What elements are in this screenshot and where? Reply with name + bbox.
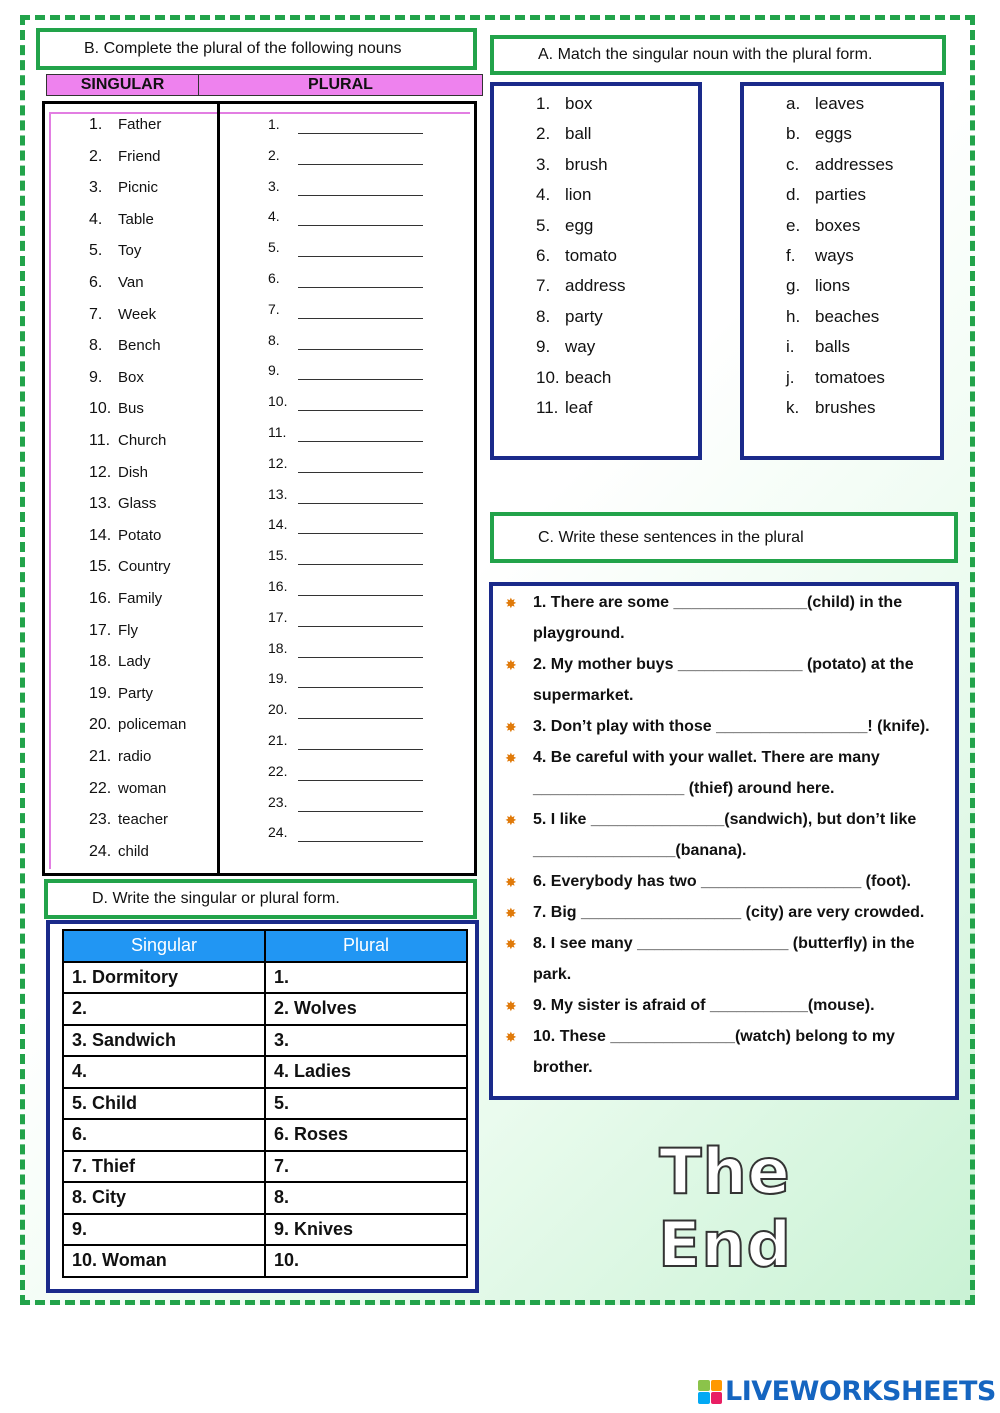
item-number: 4. (536, 185, 551, 205)
item-word: child (118, 842, 149, 860)
item-number: 13. (268, 485, 288, 502)
sentence-line: _________________ (thief) around here. (533, 780, 835, 797)
plural-answer-blank[interactable] (298, 490, 423, 504)
item-word: teacher (118, 811, 169, 829)
item-number: 6. (268, 270, 280, 286)
item-word: Table (118, 210, 154, 228)
item-number: 19. (268, 670, 288, 687)
singular-cell[interactable]: 8. City (63, 1182, 265, 1214)
sentence-line: 1. There are some _______________(child) in the (533, 594, 903, 611)
match-plural-item (786, 307, 879, 327)
singular-noun-item (89, 843, 149, 861)
plural-answer-blank[interactable] (298, 613, 423, 627)
match-singular-item (536, 276, 625, 296)
plural-answer-item (268, 116, 423, 132)
plural-answer-blank[interactable] (298, 582, 423, 596)
match-plural-item (786, 94, 864, 114)
item-number: 1. (536, 94, 551, 113)
section-b-title (36, 28, 477, 70)
item-word: radio (118, 748, 152, 765)
plural-answer-blank[interactable] (298, 798, 423, 812)
plural-cell[interactable]: 3. (265, 1025, 467, 1057)
item-number: 2. (268, 146, 280, 163)
item-number: 23. (89, 811, 112, 829)
sentence-line: 2. My mother buys ______________ (potato) at the (533, 656, 914, 673)
match-singular-item (536, 94, 592, 114)
logo-mark-icon (698, 1380, 722, 1404)
item-word: beaches (815, 306, 880, 326)
item-number: 1. (268, 116, 280, 132)
singular-cell[interactable]: 9. (63, 1214, 265, 1246)
item-number: 6. (89, 274, 103, 291)
singular-cell[interactable]: 3. Sandwich (63, 1025, 265, 1057)
match-singular-item (536, 398, 592, 418)
item-number: 7. (536, 276, 551, 296)
item-word: policeman (118, 716, 187, 734)
plural-answer-blank[interactable] (298, 520, 423, 534)
item-number: 19. (89, 684, 112, 702)
item-number: 5. (89, 242, 103, 260)
item-word: Glass (118, 495, 157, 513)
plural-answer-item (268, 547, 423, 563)
item-number: 11. (89, 432, 111, 449)
item-word: ball (565, 124, 592, 144)
item-word: leaf (565, 398, 593, 417)
match-singular-item (536, 337, 595, 357)
item-number: 13. (89, 495, 112, 513)
table-row (63, 1025, 467, 1057)
plural-answer-item (268, 640, 423, 656)
item-number: 21. (268, 732, 288, 748)
sentence-line: 5. I like _______________(sandwich), but don’t like (533, 811, 917, 828)
plural-answer-item (268, 486, 423, 502)
match-singular-item (536, 307, 603, 327)
plural-answer-item (268, 239, 423, 255)
table-row (63, 1151, 467, 1183)
match-plural-item (786, 216, 860, 236)
plural-answer-item (268, 824, 423, 840)
singular-noun-item (89, 211, 154, 229)
plural-answer-item (268, 516, 423, 532)
plural-cell[interactable]: 7. (265, 1151, 467, 1183)
item-word: address (565, 276, 626, 296)
plural-answer-blank[interactable] (298, 705, 423, 719)
item-word: tomato (565, 246, 617, 265)
item-number: 10. (89, 400, 112, 418)
item-number: 3. (536, 154, 551, 174)
item-number: 22. (89, 779, 112, 797)
item-number: 14. (89, 526, 112, 544)
plural-answer-item (268, 701, 423, 717)
singular-noun-item (89, 653, 151, 671)
singular-noun-item (89, 464, 148, 482)
plural-answer-blank[interactable] (298, 428, 423, 442)
item-number: 20. (268, 701, 288, 718)
item-word: Country (118, 558, 171, 576)
table-row (63, 1119, 467, 1151)
table-row (63, 993, 467, 1025)
item-word: beach (565, 367, 612, 387)
item-number: 15. (268, 547, 288, 564)
match-singular-item (536, 124, 591, 144)
singular-noun-item (89, 274, 144, 292)
sentence-line: brother. (533, 1059, 593, 1076)
table-row (63, 1182, 467, 1214)
item-number: c. (786, 154, 800, 174)
sun-bullet-icon: ✸ (505, 998, 517, 1014)
the-end-text: The End (658, 1135, 792, 1281)
singular-header: SINGULAR (47, 75, 199, 95)
item-number: 10. (268, 393, 288, 410)
item-word: Friend (118, 147, 161, 165)
plural-answer-blank[interactable] (298, 736, 423, 750)
item-word: balls (815, 337, 850, 357)
singular-noun-item (89, 400, 144, 418)
item-number: 24. (89, 842, 112, 860)
item-number: h. (786, 306, 801, 326)
sentence-line: 3. Don’t play with those _________________! (knife). (533, 718, 930, 735)
item-word: leaves (815, 94, 865, 113)
item-number: 11. (268, 424, 287, 440)
singular-noun-item (89, 622, 138, 640)
sentence-line: park. (533, 966, 572, 983)
match-singular-item (536, 216, 593, 236)
item-word: Father (118, 116, 162, 133)
match-singular-item (536, 368, 611, 388)
singular-cell[interactable]: 5. Child (63, 1088, 265, 1120)
plural-answer-item (268, 670, 423, 686)
singular-noun-item (89, 748, 151, 766)
plural-answer-blank[interactable] (298, 551, 423, 565)
item-word: addresses (815, 154, 894, 174)
plural-answer-item (268, 794, 423, 810)
plural-answer-item (268, 455, 423, 471)
sun-bullet-icon: ✸ (505, 874, 517, 890)
plural-cell[interactable]: 6. Roses (265, 1119, 467, 1151)
section-a-singular-list (490, 82, 702, 460)
plural-answer-blank[interactable] (298, 274, 423, 288)
item-number: 4. (268, 208, 280, 225)
section-c-title (490, 512, 958, 563)
singular-noun-item (89, 432, 166, 450)
item-number: 16. (89, 590, 112, 607)
item-word: party (565, 306, 603, 326)
item-word: Church (118, 432, 167, 449)
item-word: tomatoes (815, 367, 885, 387)
sentence-line: 9. My sister is afraid of ___________(mouse). (533, 997, 875, 1014)
plural-cell[interactable]: 10. (265, 1245, 467, 1277)
item-word: Fly (118, 621, 138, 639)
plural-answer-item (268, 208, 423, 224)
sentence-line: supermarket. (533, 687, 634, 704)
match-plural-item (786, 246, 854, 266)
plural-answer-blank[interactable] (298, 120, 423, 134)
sun-bullet-icon: ✸ (505, 1029, 517, 1045)
plural-cell[interactable]: 5. (265, 1088, 467, 1120)
sentence-line: 7. Big __________________ (city) are very crowded. (533, 904, 925, 921)
plural-answer-item (268, 732, 423, 748)
item-number: f. (786, 246, 796, 265)
singular-cell[interactable]: 6. (63, 1119, 265, 1151)
sentence-line: 8. I see many _________________ (butterfly) in the (533, 935, 915, 952)
item-number: 11. (536, 398, 559, 417)
item-word: Party (118, 684, 154, 702)
item-word: eggs (815, 124, 852, 144)
singular-noun-item (89, 811, 168, 829)
sentence-line: ________________(banana). (533, 842, 747, 859)
sun-bullet-icon: ✸ (505, 750, 517, 766)
item-word: Toy (118, 242, 142, 260)
singular-noun-item (89, 716, 186, 734)
plural-cell[interactable]: 4. Ladies (265, 1056, 467, 1088)
plural-cell[interactable]: 1. (265, 962, 467, 994)
item-number: 12. (268, 454, 288, 471)
item-word: Bench (118, 337, 161, 355)
plural-answer-blank[interactable] (298, 828, 423, 842)
plural-answer-item (268, 301, 423, 317)
item-number: 3. (89, 179, 103, 197)
section-a-title (490, 35, 946, 75)
match-singular-item (536, 155, 608, 175)
singular-noun-item (89, 179, 158, 197)
item-word: parties (815, 185, 867, 205)
plural-answer-blank[interactable] (298, 305, 423, 319)
item-number: 7. (89, 305, 103, 323)
item-number: j. (786, 367, 795, 387)
sun-bullet-icon: ✸ (505, 936, 517, 952)
item-number: 2. (536, 124, 551, 144)
item-number: 1. (89, 116, 103, 133)
plural-cell[interactable]: 9. Knives (265, 1214, 467, 1246)
item-number: 14. (268, 516, 288, 533)
item-number: 7. (268, 300, 280, 317)
plural-header: PLURAL (308, 76, 373, 93)
singular-cell[interactable]: 1. Dormitory (63, 962, 265, 994)
item-word: Dish (118, 463, 149, 481)
sentence-line: playground. (533, 625, 625, 642)
plural-answer-blank[interactable] (298, 151, 423, 165)
section-d-title-text: D. Write the singular or plural form. (92, 890, 340, 907)
item-number: 9. (268, 362, 280, 379)
plural-answer-item (268, 270, 423, 286)
item-number: g. (786, 276, 801, 296)
section-c-title-text: C. Write these sentences in the plural (538, 528, 804, 546)
item-number: 4. (89, 210, 103, 228)
item-number: 21. (89, 748, 112, 765)
plural-answer-item (268, 609, 423, 625)
section-b-table (42, 101, 477, 876)
sun-bullet-icon: ✸ (505, 719, 517, 735)
table-row (63, 1088, 467, 1120)
match-plural-item (786, 185, 866, 205)
item-word: Family (118, 590, 163, 607)
plural-answer-item (268, 763, 423, 779)
section-a-title-text: A. Match the singular noun with the plural form. (538, 46, 873, 63)
item-number: 16. (268, 578, 288, 594)
column-divider (217, 104, 220, 873)
item-number: 8. (536, 306, 551, 326)
singular-noun-item (89, 780, 166, 798)
plural-answer-blank[interactable] (298, 644, 423, 658)
item-number: 5. (536, 215, 551, 235)
match-plural-item (786, 398, 875, 418)
sun-bullet-icon: ✸ (505, 595, 517, 611)
singular-noun-item (89, 242, 141, 260)
item-number: 20. (89, 716, 112, 734)
item-number: b. (786, 124, 801, 144)
pink-rule (49, 112, 470, 114)
section-c-sentences (489, 582, 959, 1100)
sentence-line: 4. Be careful with your wallet. There are many (533, 749, 880, 766)
plural-answer-blank[interactable] (298, 182, 423, 196)
item-word: brush (565, 154, 608, 174)
section-d-table (62, 929, 468, 1278)
plural-answer-item (268, 424, 423, 440)
item-number: 2. (89, 147, 103, 165)
sun-bullet-icon: ✸ (505, 657, 517, 673)
item-number: 22. (268, 762, 288, 779)
item-number: 17. (268, 608, 288, 625)
item-word: lion (565, 185, 592, 205)
plural-answer-item (268, 178, 423, 194)
sentence-line: 10. These ______________(watch) belong to my (533, 1028, 895, 1045)
item-number: d. (786, 185, 801, 205)
table-row (63, 1056, 467, 1088)
singular-noun-item (89, 148, 161, 166)
item-word: Box (118, 368, 144, 386)
item-number: 23. (268, 793, 288, 810)
item-number: 3. (268, 177, 280, 194)
item-number: 24. (268, 824, 288, 841)
match-singular-item (536, 246, 617, 266)
item-number: 18. (89, 653, 112, 671)
plural-answer-item (268, 362, 423, 378)
item-word: Lady (118, 653, 151, 671)
match-plural-item (786, 368, 885, 388)
item-word: Picnic (118, 179, 159, 197)
match-plural-item (786, 276, 850, 296)
item-word: woman (118, 779, 167, 797)
singular-cell[interactable]: 7. Thief (63, 1151, 265, 1183)
plural-cell[interactable]: 8. (265, 1182, 467, 1214)
plural-answer-item (268, 578, 423, 594)
plural-answer-blank[interactable] (298, 336, 423, 350)
item-number: 8. (268, 331, 280, 348)
item-word: way (565, 337, 596, 357)
item-word: boxes (815, 215, 861, 235)
item-number: 10. (536, 367, 560, 387)
item-number: 6. (536, 246, 551, 265)
singular-noun-item (89, 558, 171, 576)
item-number: 9. (89, 368, 103, 386)
singular-noun-item (89, 306, 156, 324)
singular-noun-item (89, 685, 153, 703)
singular-noun-item (89, 527, 161, 545)
match-singular-item (536, 185, 591, 205)
item-word: Bus (118, 400, 144, 418)
item-number: k. (786, 398, 800, 417)
plural-answer-item (268, 393, 423, 409)
singular-noun-item (89, 495, 156, 513)
item-word: ways (815, 246, 854, 265)
section-d-title (44, 879, 477, 919)
plural-answer-blank[interactable] (298, 212, 423, 226)
d-singular-header: Singular (63, 930, 265, 962)
item-number: 17. (89, 621, 112, 639)
table-row (63, 1245, 467, 1277)
singular-noun-item (89, 590, 162, 608)
match-plural-item (786, 337, 850, 357)
section-a-plural-list (740, 82, 944, 460)
item-number: e. (786, 215, 801, 235)
table-row (63, 962, 467, 994)
item-word: box (565, 94, 593, 113)
item-number: 18. (268, 639, 288, 656)
pink-rule-vertical (49, 112, 51, 869)
item-word: Week (118, 305, 157, 323)
plural-answer-blank[interactable] (298, 767, 423, 781)
singular-cell[interactable]: 4. (63, 1056, 265, 1088)
plural-answer-blank[interactable] (298, 397, 423, 411)
sentence-line: 6. Everybody has two __________________ (foot). (533, 873, 911, 890)
item-number: 15. (89, 558, 112, 576)
sun-bullet-icon: ✸ (505, 812, 517, 828)
item-number: 9. (536, 337, 551, 357)
plural-cell[interactable]: 2. Wolves (265, 993, 467, 1025)
item-word: Van (118, 274, 144, 291)
section-b-title-text: B. Complete the plural of the following nouns (84, 40, 402, 57)
match-plural-item (786, 155, 893, 175)
singular-cell[interactable]: 10. Woman (63, 1245, 265, 1277)
item-word: lions (815, 276, 850, 296)
sun-bullet-icon: ✸ (505, 905, 517, 921)
item-word: brushes (815, 398, 876, 417)
plural-answer-blank[interactable] (298, 366, 423, 380)
plural-answer-blank[interactable] (298, 243, 423, 257)
item-number: 8. (89, 337, 103, 355)
section-b-header (46, 74, 483, 96)
item-number: 12. (89, 463, 112, 481)
singular-noun-item (89, 116, 161, 134)
table-row (63, 1214, 467, 1246)
item-word: egg (565, 215, 594, 235)
singular-noun-item (89, 337, 161, 355)
logo-text: LIVEWORKSHEETS (725, 1376, 996, 1407)
plural-answer-item (268, 332, 423, 348)
plural-answer-item (268, 147, 423, 163)
match-plural-item (786, 124, 852, 144)
liveworksheets-logo[interactable] (698, 1376, 996, 1407)
plural-answer-blank[interactable] (298, 459, 423, 473)
singular-cell[interactable]: 2. (63, 993, 265, 1025)
d-plural-header: Plural (265, 930, 467, 962)
singular-noun-item (89, 369, 144, 387)
plural-answer-blank[interactable] (298, 674, 423, 688)
item-number: a. (786, 94, 801, 113)
item-word: Potato (118, 526, 162, 544)
item-number: 5. (268, 239, 280, 256)
item-number: i. (786, 337, 795, 357)
